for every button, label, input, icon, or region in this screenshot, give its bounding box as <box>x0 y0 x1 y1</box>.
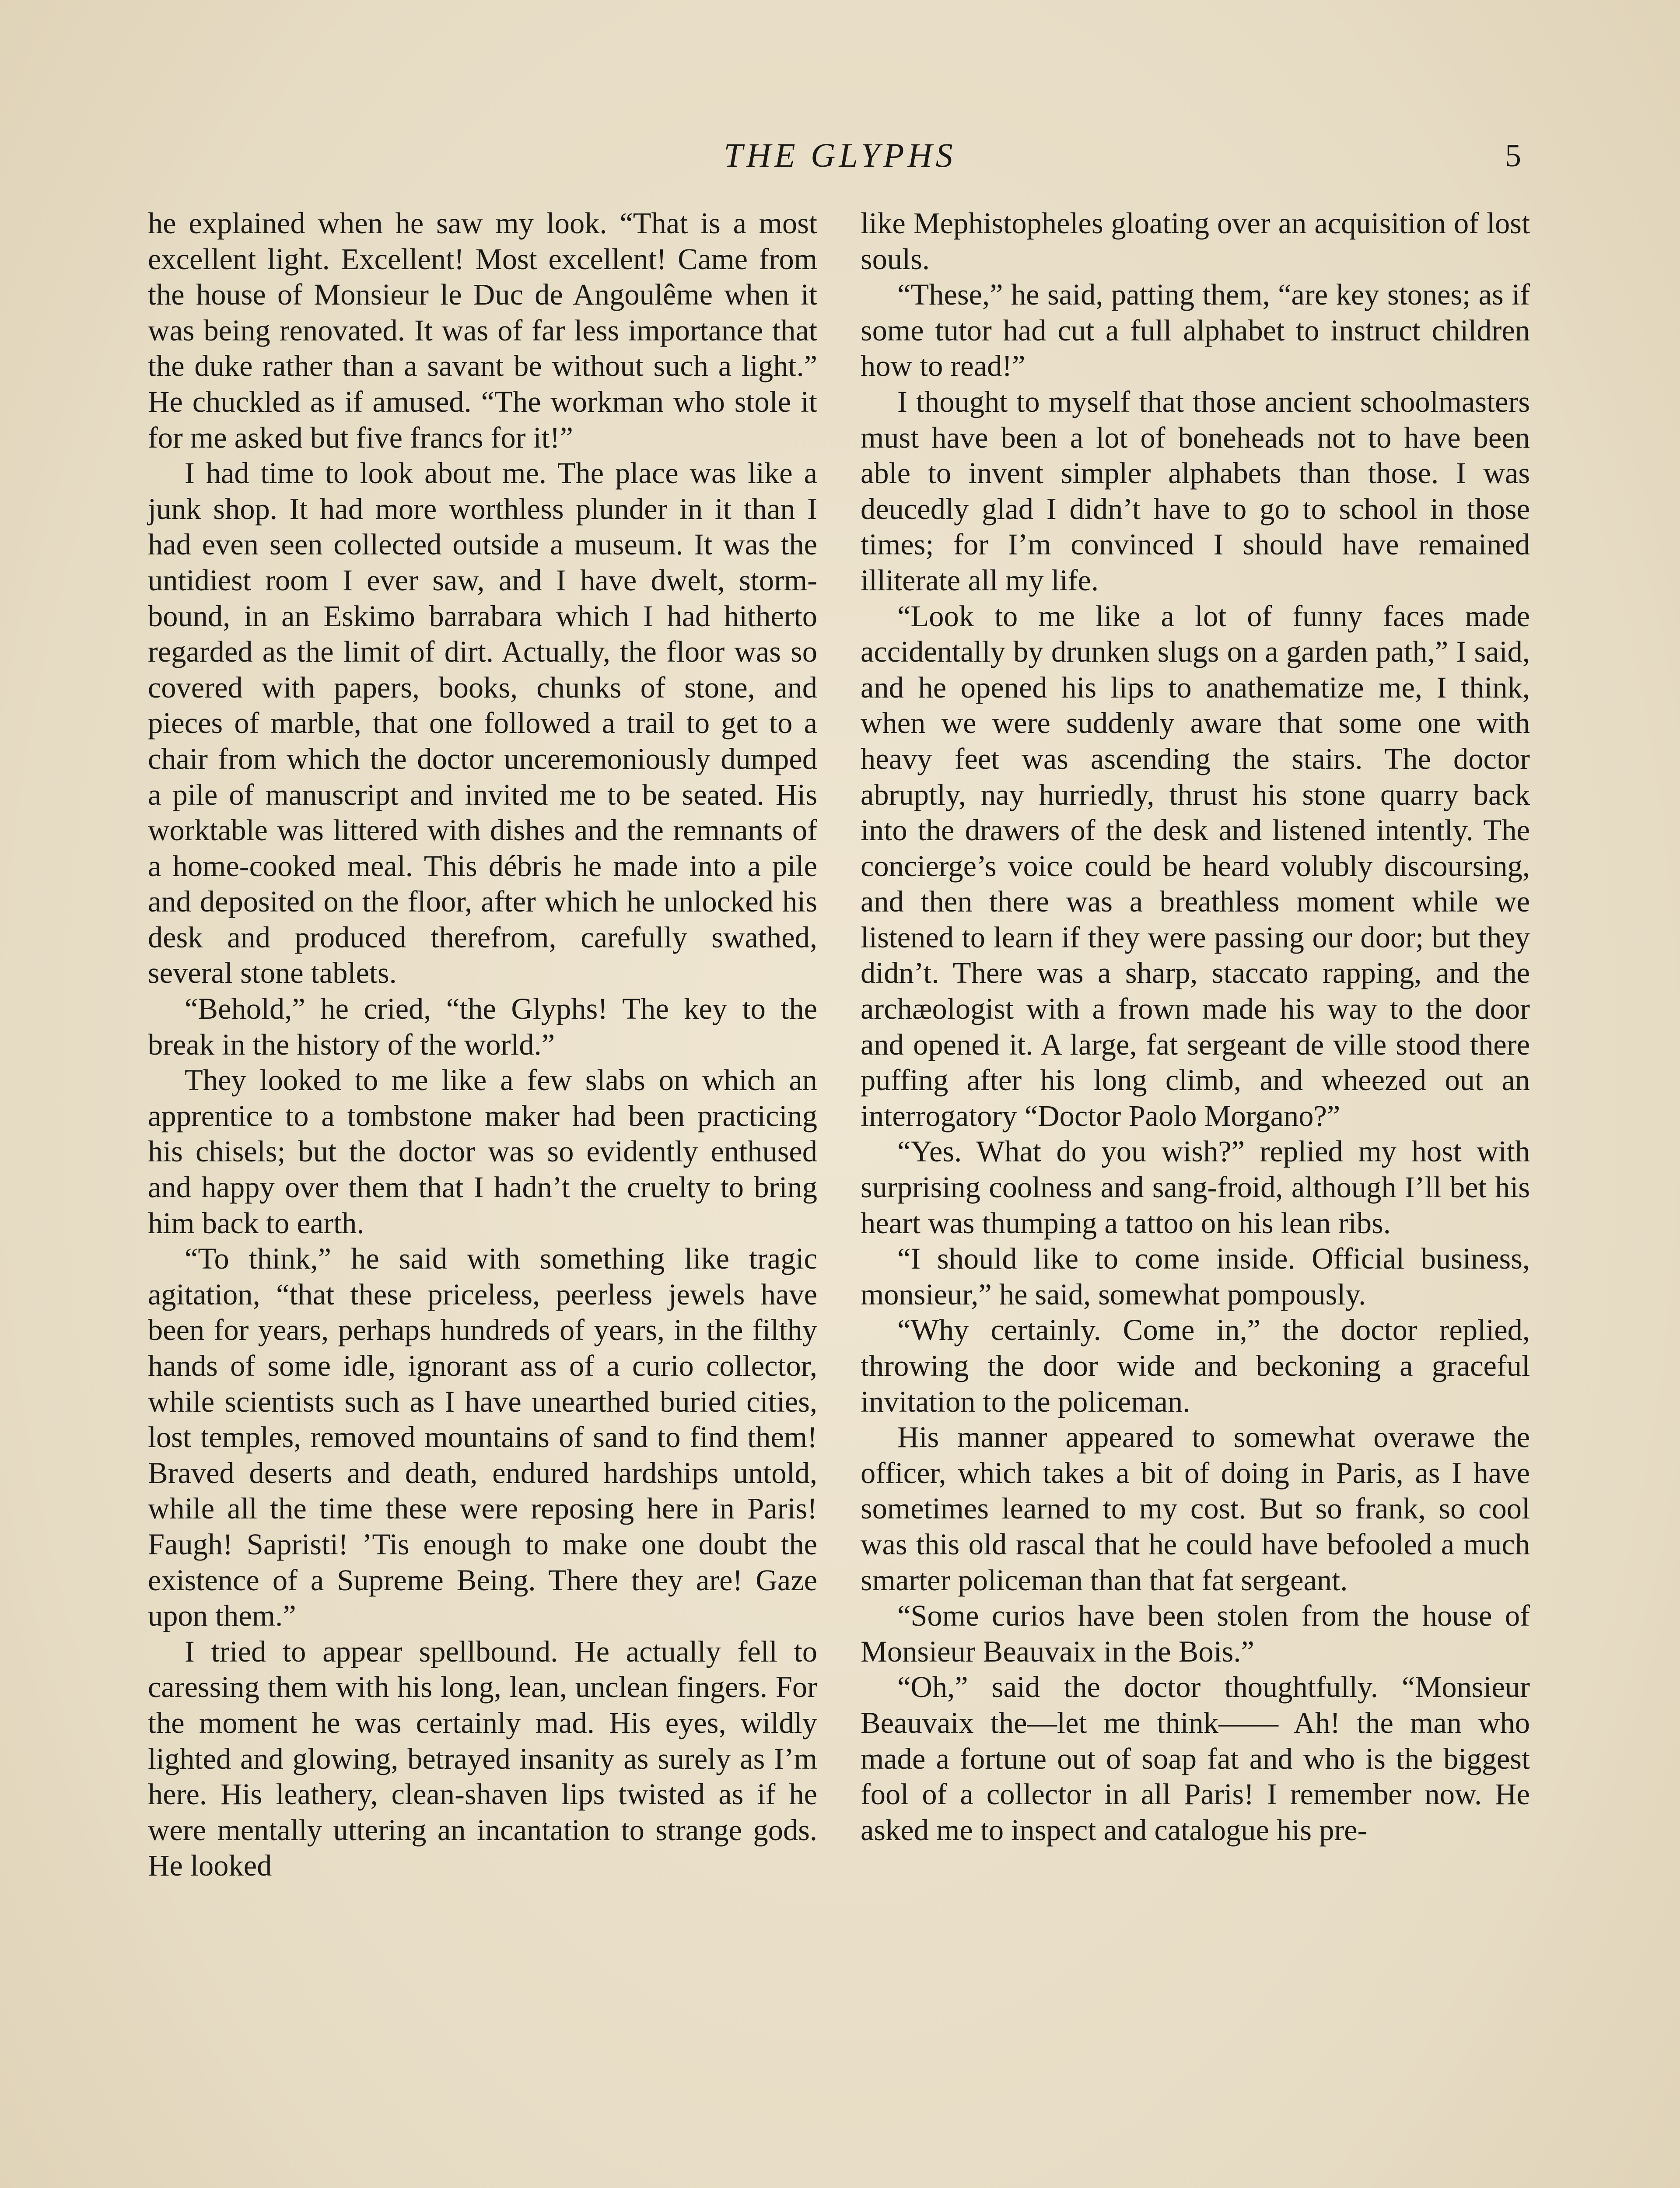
paragraph: “Behold,” he cried, “the Glyphs! The key to the break in the history of the world.” <box>148 992 817 1061</box>
running-title: THE GLYPHS <box>724 136 956 174</box>
paragraph: “Some curios have been stolen from the house of Monsieur Beauvaix in the Bois.” <box>861 1599 1530 1668</box>
paragraph: “These,” he said, patting them, “are key stones; as if some tutor had cut a full alphabet to instruct children how to read!” <box>861 278 1530 383</box>
right-text-column <box>861 206 1530 1848</box>
paragraph: “Oh,” said the doctor thoughtfully. “Monsieur Beauvaix the—let me think—— Ah! the man who made a fortune out of soap fat and who is the biggest fool of a collector in all Paris! I remember now. He asked me to inspect and catalogue his pre- <box>861 1670 1530 1847</box>
left-text-column <box>148 206 817 1884</box>
paragraph: he explained when he saw my look. “That is a most excellent light. Excellent! Most excellent! Came from the house of Monsieur le Duc de Angoulême when it was being renovated. It was of far less importance that the duke rather than a savant be without such a light.” He chuckled as if amused. “The workman who stole it for me asked but five francs for it!” <box>148 207 817 454</box>
paragraph: I tried to appear spellbound. He actually fell to caressing them with his long, lean, unclean fingers. For the moment he was certainly mad. His eyes, wildly lighted and glowing, betrayed insanity as surely as I’m here. His leathery, clean-shaven lips twisted as if he were mentally uttering an incantation to strange gods. He looked <box>148 1634 817 1883</box>
paragraph: I had time to look about me. The place was like a junk shop. It had more worthless plunder in it than I had even seen collected outside a museum. It was the untidiest room I ever saw, and I have dwelt, storm-bound, in an Eskimo barrabara which I had hitherto regarded as the limit of dirt. Actually, the floor was so covered with papers, books, chunks of stone, and pieces of marble, that one followed a trail to get to a chair from which the doctor unceremoniously dumped a pile of manuscript and invited me to be seated. His worktable was littered with dishes and the remnants of a home-cooked meal. This débris he made into a pile and deposited on the floor, after which he unlocked his desk and produced therefrom, carefully swathed, several stone tablets. <box>148 456 817 990</box>
paragraph: I thought to myself that those ancient schoolmasters must have been a lot of boneheads not to have been able to invent simpler alphabets than those. I was deucedly glad I didn’t have to go to school in those times; for I’m convinced I should have remained illiterate all my life. <box>861 385 1530 597</box>
page-number: 5 <box>1505 138 1521 174</box>
paragraph: like Mephistopheles gloating over an acquisition of lost souls. <box>861 207 1530 276</box>
paragraph: “Why certainly. Come in,” the doctor replied, throwing the door wide and beckoning a graceful invitation to the policeman. <box>861 1313 1530 1418</box>
page-header <box>0 131 1680 184</box>
paragraph: “To think,” he said with something like tragic agitation, “that these priceless, peerless jewels have been for years, perhaps hundreds of years, in the filthy hands of some idle, ignorant ass of a curio collector, while scientists such as I have unearthed buried cities, lost temples, removed mountains of sand to find them! Braved deserts and death, endured hardships untold, while all the time these were reposing here in Paris! Faugh! Sapristi! ’Tis enough to make one doubt the existence of a Supreme Being. There they are! Gaze upon them.” <box>148 1242 817 1633</box>
paragraph: “I should like to come inside. Official business, monsieur,” he said, somewhat pompously. <box>861 1242 1530 1311</box>
paragraph: “Look to me like a lot of funny faces made accidentally by drunken slugs on a garden path,” I said, and he opened his lips to anathematize me, I think, when we were suddenly aware that some one with heavy feet was ascending the stairs. The doctor abruptly, nay hurriedly, thrust his stone quarry back into the drawers of the desk and listened intently. The concierge’s voice could be heard volubly discoursing, and then there was a breathless moment while we listened to learn if they were passing our door; but they didn’t. There was a sharp, staccato rapping, and the archæologist with a frown made his way to the door and opened it. A large, fat sergeant de ville stood there puffing after his long climb, and wheezed out an interrogatory “Doctor Paolo Morgano?” <box>861 599 1530 1133</box>
paragraph: They looked to me like a few slabs on which an apprentice to a tombstone maker had been practicing his chisels; but the doctor was so evidently enthused and happy over them that I hadn’t the cruelty to bring him back to earth. <box>148 1063 817 1240</box>
paragraph: His manner appeared to somewhat overawe the officer, which takes a bit of doing in Paris, as I have sometimes learned to my cost. But so frank, so cool was this old rascal that he could have befooled a much smarter policeman than that fat sergeant. <box>861 1420 1530 1597</box>
paragraph: “Yes. What do you wish?” replied my host with surprising coolness and sang-froid, although I’ll bet his heart was thumping a tattoo on his lean ribs. <box>861 1135 1530 1240</box>
